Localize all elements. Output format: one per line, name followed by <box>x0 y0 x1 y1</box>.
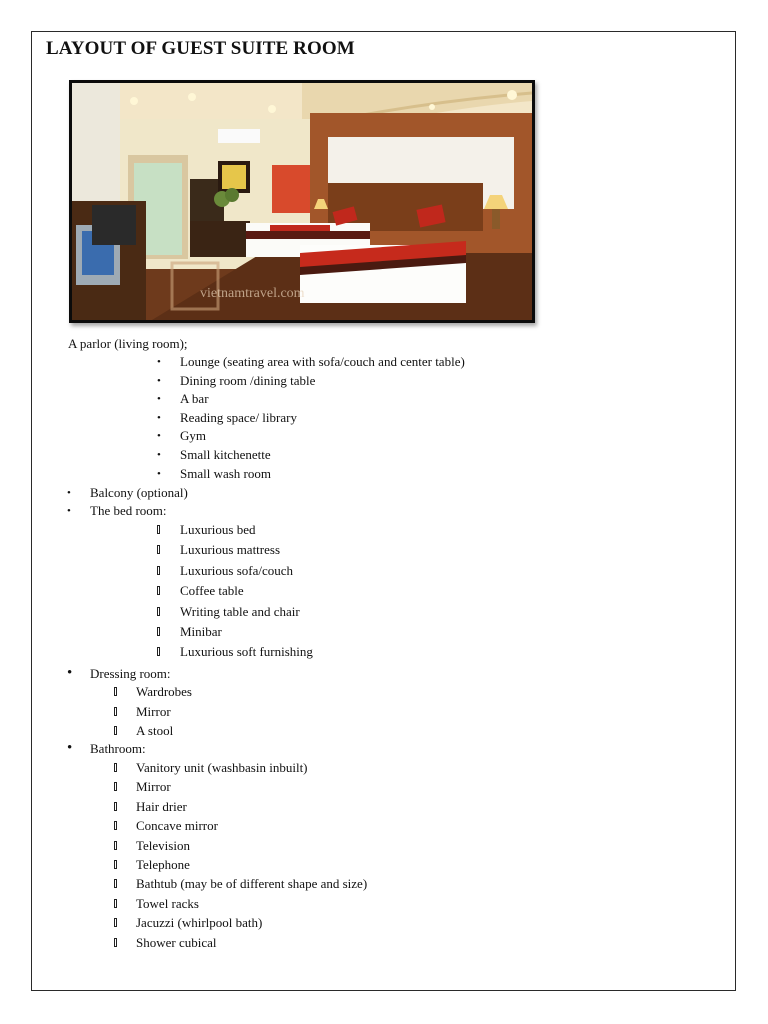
section-bathroom-heading <box>67 740 146 757</box>
bathroom-item-text: Jacuzzi (whirlpool bath) <box>136 915 263 931</box>
section-bedroom-heading-text: The bed room: <box>90 503 167 518</box>
checkbox-bullet-icon <box>114 938 117 947</box>
bathroom-item <box>136 779 171 795</box>
checkbox-bullet-icon <box>114 707 117 716</box>
bedroom-item-text: Luxurious soft furnishing <box>180 644 313 660</box>
photo-watermark: vietnamtravel.com <box>200 286 305 301</box>
bathroom-item <box>136 896 199 912</box>
bullet-icon: • <box>157 467 161 480</box>
bullet-icon: • <box>67 740 73 756</box>
bathroom-item-text: Hair drier <box>136 798 187 814</box>
bedroom-item <box>180 604 300 620</box>
checkbox-bullet-icon <box>114 802 117 811</box>
parlor-item-text: A bar <box>180 391 209 407</box>
parlor-item-text: Small wash room <box>180 465 271 481</box>
bedroom-item <box>180 522 255 538</box>
checkbox-bullet-icon <box>157 647 160 656</box>
bedroom-item-text: Minibar <box>180 624 222 639</box>
parlor-item <box>157 372 316 389</box>
bedroom-item-text: Luxurious mattress <box>180 542 281 558</box>
checkbox-bullet-icon <box>114 918 117 927</box>
parlor-item-text: Gym <box>180 428 206 444</box>
section-bathroom-heading-text: Bathroom: <box>90 741 146 756</box>
bathroom-item <box>136 818 218 834</box>
bathroom-item-text: Telephone <box>136 857 190 872</box>
bullet-icon: • <box>157 411 161 424</box>
dressing-item <box>136 704 171 720</box>
parlor-item-text: Small kitchenette <box>180 447 271 462</box>
checkbox-bullet-icon <box>114 726 117 735</box>
bullet-icon: • <box>67 505 71 517</box>
section-dressing-heading <box>67 665 171 682</box>
bedroom-item-text: Writing table and chair <box>180 603 300 619</box>
bathroom-item-text: Television <box>136 837 190 853</box>
bedroom-item <box>180 644 313 660</box>
bathroom-item <box>136 935 217 951</box>
bullet-icon: • <box>67 487 71 499</box>
page-title: LAYOUT OF GUEST SUITE ROOM <box>46 38 355 59</box>
checkbox-bullet-icon <box>114 879 117 888</box>
section-bedroom-heading <box>67 503 167 519</box>
bedroom-item-text: Luxurious bed <box>180 522 256 537</box>
dressing-item-text: Wardrobes <box>136 684 192 699</box>
bathroom-item-text: Vanitory unit (washbasin inbuilt) <box>136 760 308 775</box>
bedroom-item-text: Luxurious sofa/couch <box>180 562 294 578</box>
checkbox-bullet-icon <box>114 687 117 696</box>
checkbox-bullet-icon <box>114 841 117 850</box>
section-parlor-heading <box>68 336 188 352</box>
checkbox-bullet-icon <box>114 821 117 830</box>
dressing-item <box>136 684 192 700</box>
checkbox-bullet-icon <box>114 763 117 772</box>
bathroom-item-text: Shower cubical <box>136 934 217 950</box>
bedroom-item-text: Coffee table <box>180 583 244 599</box>
bathroom-item-text: Bathtub (may be of different shape and size) <box>136 876 368 892</box>
suite-photo <box>69 80 535 323</box>
bathroom-item-text: Concave mirror <box>136 818 218 834</box>
dressing-item <box>136 723 173 739</box>
dressing-item-text: A stool <box>136 723 174 738</box>
bathroom-item-text: Mirror <box>136 779 171 795</box>
checkbox-bullet-icon <box>114 899 117 908</box>
bullet-icon: • <box>157 430 161 443</box>
parlor-item <box>157 447 271 463</box>
bathroom-item-text: Towel racks <box>136 895 199 911</box>
parlor-item-text: Reading space/ library <box>180 409 297 425</box>
bedroom-item <box>180 542 280 558</box>
parlor-item <box>157 409 297 426</box>
section-parlor-heading-text: A parlor (living room); <box>68 336 188 351</box>
checkbox-bullet-icon <box>157 545 160 554</box>
checkbox-bullet-icon <box>157 586 160 595</box>
section-balcony-text: Balcony (optional) <box>90 485 188 500</box>
bedroom-item <box>180 583 244 599</box>
parlor-item <box>157 428 206 444</box>
checkbox-bullet-icon <box>157 566 160 575</box>
bullet-icon: • <box>157 393 161 406</box>
section-dressing-heading-text: Dressing room: <box>90 666 171 681</box>
bathroom-item <box>136 857 190 873</box>
parlor-item <box>157 354 465 370</box>
bedroom-item <box>180 624 222 640</box>
bullet-icon: • <box>157 356 161 368</box>
bullet-icon: • <box>157 374 161 387</box>
parlor-item <box>157 391 209 407</box>
bathroom-item <box>136 799 187 815</box>
parlor-item-text: Lounge (seating area with sofa/couch and center table) <box>180 354 465 369</box>
bathroom-item <box>136 838 190 854</box>
bathroom-item <box>136 760 308 776</box>
section-balcony <box>67 485 188 501</box>
bathroom-item <box>136 915 262 931</box>
bullet-icon: • <box>157 449 161 461</box>
checkbox-bullet-icon <box>114 782 117 791</box>
checkbox-bullet-icon <box>157 607 160 616</box>
checkbox-bullet-icon <box>157 627 160 636</box>
parlor-item-text: Dining room /dining table <box>180 372 316 388</box>
checkbox-bullet-icon <box>114 860 117 869</box>
checkbox-bullet-icon <box>157 525 160 534</box>
parlor-item <box>157 465 271 482</box>
bedroom-item <box>180 563 293 579</box>
bullet-icon: • <box>67 665 73 681</box>
bathroom-item <box>136 876 367 892</box>
dressing-item-text: Mirror <box>136 703 171 719</box>
